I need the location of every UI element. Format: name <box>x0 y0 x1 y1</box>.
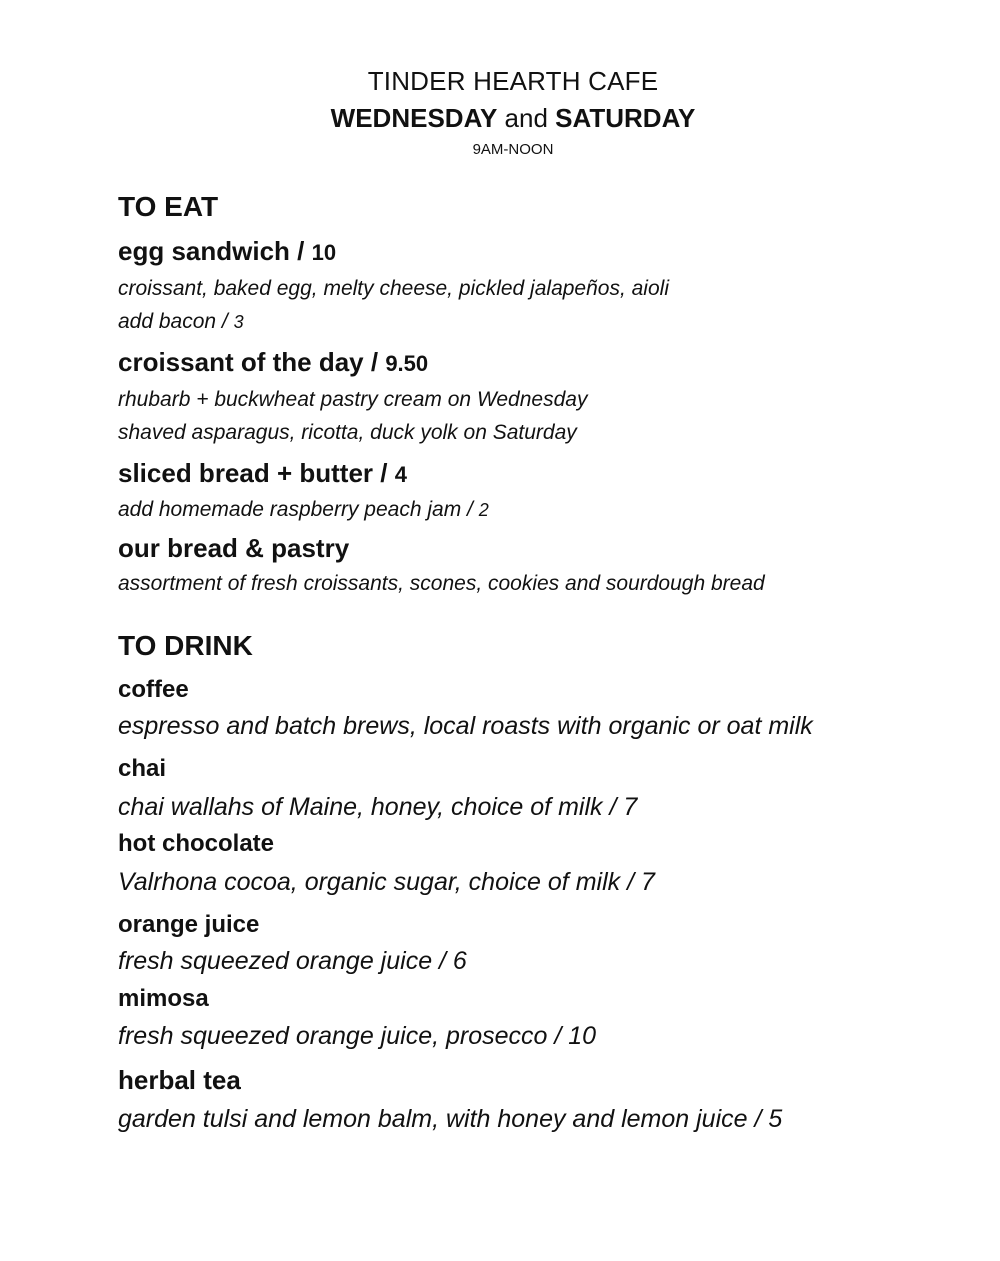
item-description: fresh squeezed orange juice, prosecco / 10 <box>118 1022 597 1050</box>
item-description: croissant, baked egg, melty cheese, pickled jalapeños, aioli <box>118 277 669 300</box>
item-description-wednesday: rhubarb + buckwheat pastry cream on Wednesday <box>118 388 588 411</box>
open-days <box>0 103 1000 134</box>
item-description: fresh squeezed orange juice / 6 <box>118 947 467 975</box>
menu-item-egg-sandwich <box>118 236 336 267</box>
item-description: assortment of fresh croissants, scones, cookies and sourdough bread <box>118 572 765 595</box>
item-addon <box>118 498 489 522</box>
item-price: 10 <box>311 240 337 265</box>
item-description: garden tulsi and lemon balm, with honey and lemon juice / 5 <box>118 1105 783 1133</box>
day-wednesday: WEDNESDAY <box>330 103 498 133</box>
day-saturday: SATURDAY <box>555 103 696 133</box>
menu-item-bread-pastry: our bread & pastry <box>118 533 350 563</box>
section-heading-eat: TO EAT <box>118 191 219 222</box>
and-word: and <box>504 103 548 133</box>
item-price: 4 <box>394 462 407 487</box>
item-name: sliced bread + butter / <box>118 458 388 488</box>
section-heading-drink: TO DRINK <box>118 630 253 661</box>
menu-item-croissant-of-the-day <box>118 347 428 378</box>
item-description: espresso and batch brews, local roasts with organic or oat milk <box>118 712 813 740</box>
item-description-saturday: shaved asparagus, ricotta, duck yolk on Saturday <box>118 421 577 444</box>
addon-text: add homemade raspberry peach jam / <box>118 498 473 521</box>
opening-hours: 9AM-NOON <box>472 141 554 158</box>
item-description: Valrhona cocoa, organic sugar, choice of milk / 7 <box>118 868 655 896</box>
menu-item-mimosa: mimosa <box>118 985 209 1012</box>
item-description: chai wallahs of Maine, honey, choice of milk / 7 <box>118 793 638 821</box>
cafe-name: TINDER HEARTH CAFE <box>367 66 659 96</box>
addon-price: 3 <box>233 312 244 332</box>
item-addon <box>118 310 244 334</box>
menu-item-coffee: coffee <box>118 676 189 703</box>
addon-text: add bacon / <box>118 310 228 333</box>
menu-item-hot-chocolate: hot chocolate <box>118 830 275 857</box>
menu-item-herbal-tea: herbal tea <box>118 1065 241 1095</box>
addon-price: 2 <box>478 500 489 520</box>
menu-item-sliced-bread <box>118 458 407 489</box>
item-price: 9.50 <box>385 351 429 376</box>
menu-item-chai: chai <box>118 755 167 782</box>
item-name: egg sandwich / <box>118 236 305 266</box>
menu-item-orange-juice: orange juice <box>118 911 260 938</box>
item-name: croissant of the day / <box>118 347 379 377</box>
